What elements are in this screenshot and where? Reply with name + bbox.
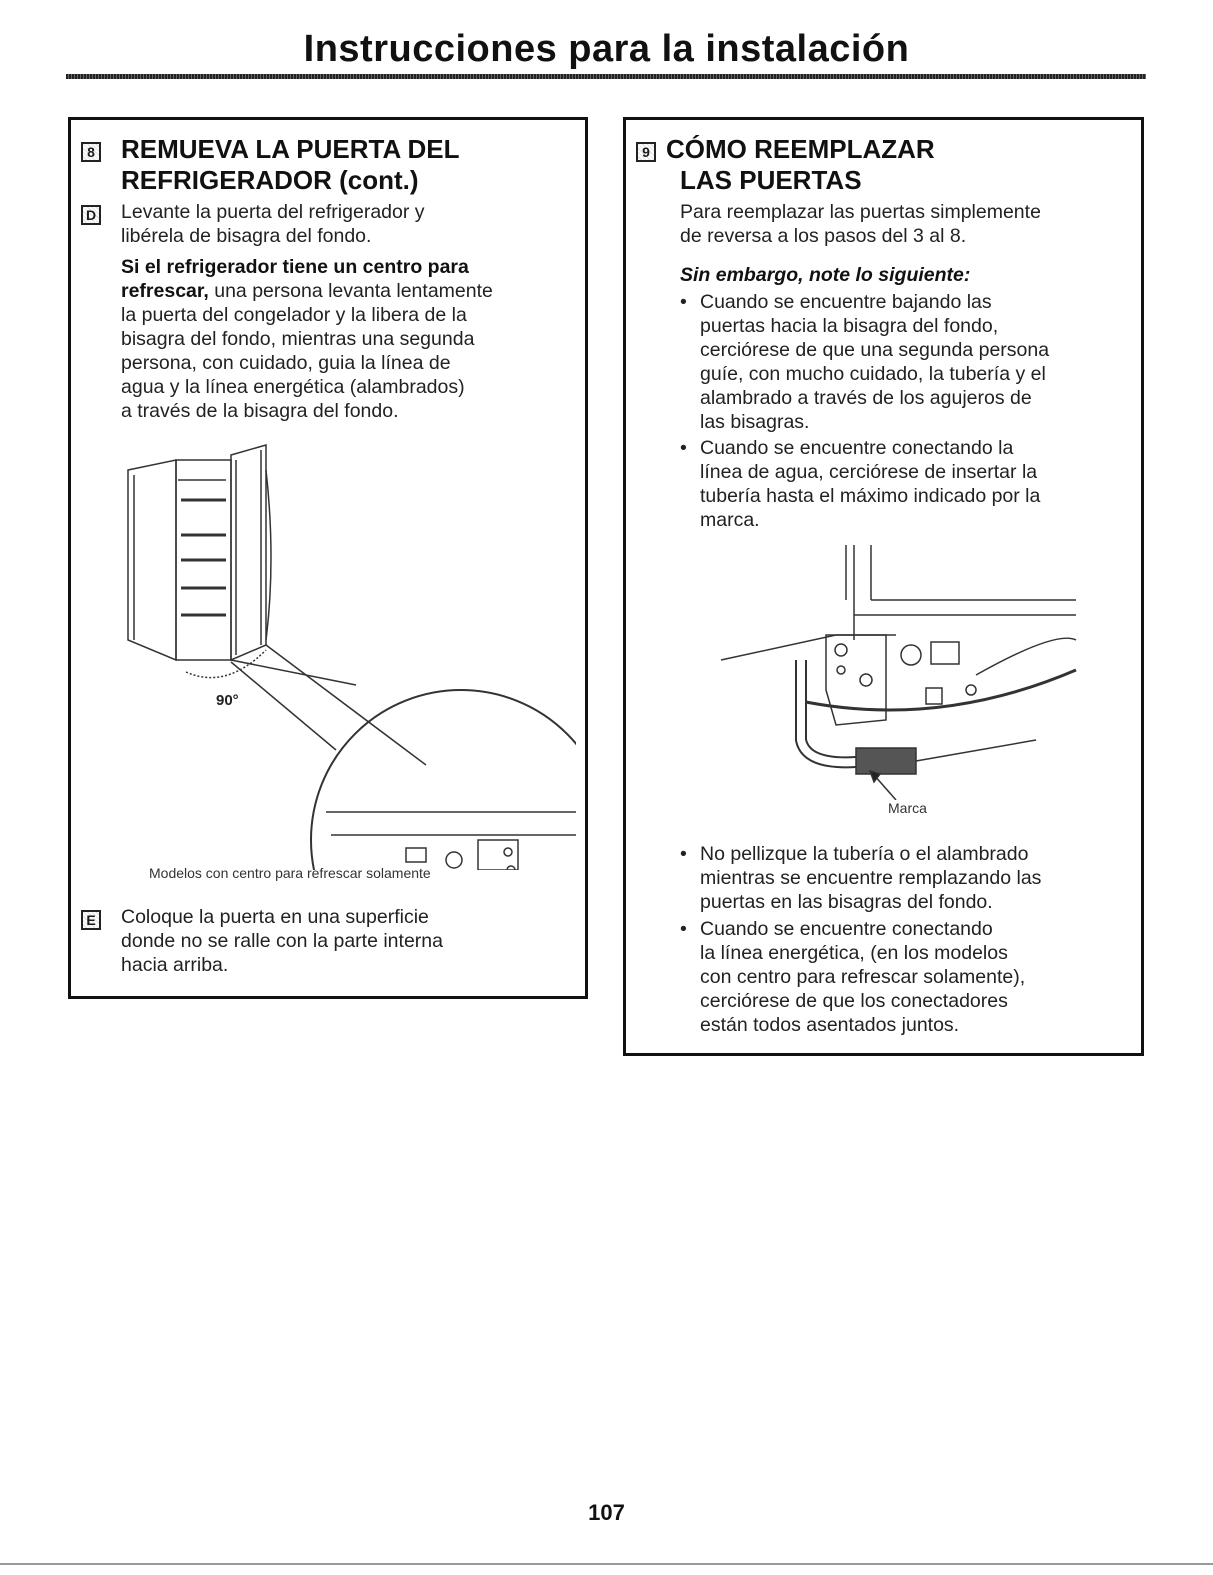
bullet-1-line-6: las bisagras. bbox=[700, 411, 810, 433]
note-line-3: la puerta del congelador y la libera de la bbox=[121, 304, 467, 326]
marca-label: Marca bbox=[888, 800, 927, 816]
note-line-2 bbox=[121, 279, 493, 303]
bullet-1-line-2: puertas hacia la bisagra del fondo, bbox=[700, 315, 999, 337]
note-bold-refrescar: refrescar, bbox=[121, 280, 209, 302]
title-divider bbox=[66, 74, 1146, 79]
step-d-text-2: libérela de bisagra del fondo. bbox=[121, 225, 372, 247]
intro-line-2: de reversa a los pasos del 3 al 8. bbox=[680, 225, 967, 247]
bullet-4-line-3: con centro para refrescar solamente), bbox=[700, 966, 1026, 988]
bullet-4-line-2: la línea energética, (en los modelos bbox=[700, 942, 1008, 964]
step-e-badge: E bbox=[81, 910, 101, 930]
note-heading: Sin embargo, note lo siguiente: bbox=[680, 264, 971, 286]
figure-caption: Modelos con centro para refrescar solamente bbox=[149, 865, 431, 881]
bullet-dot: • bbox=[680, 291, 687, 313]
bullet-3-line-2: mientras se encuentre remplazando las bbox=[700, 867, 1042, 889]
bullet-dot: • bbox=[680, 843, 687, 865]
section-heading-line1: CÓMO REEMPLAZAR bbox=[666, 134, 935, 164]
bullet-3 bbox=[680, 842, 1042, 914]
bullet-1-line-5: alambrado a través de los agujeros de bbox=[700, 387, 1032, 409]
bullet-1-line-3: cerciórese de que una segunda persona bbox=[700, 339, 1050, 361]
step-e-text-2: donde no se ralle con la parte interna bbox=[121, 930, 443, 952]
bullet-2-line-1: Cuando se encuentre conectando la bbox=[700, 437, 1014, 459]
bullet-4-line-5: están todos asentados juntos. bbox=[700, 1014, 960, 1036]
page-title: Instrucciones para la instalación bbox=[303, 28, 910, 70]
bullet-4-line-1: Cuando se encuentre conectando bbox=[700, 918, 993, 940]
bullet-2-line-3: tubería hasta el máximo indicado por la bbox=[700, 485, 1041, 507]
note-bold-lead: Si el refrigerador tiene un centro para bbox=[121, 256, 469, 278]
bullet-3-line-3: puertas en las bisagras del fondo. bbox=[700, 891, 993, 913]
note-line-5: persona, con cuidado, guia la línea de bbox=[121, 352, 451, 374]
bullet-2-line-4: marca. bbox=[700, 509, 760, 531]
step-d-text-1: Levante la puerta del refrigerador y bbox=[121, 201, 425, 223]
bullet-1-line-1: Cuando se encuentre bajando las bbox=[700, 291, 992, 313]
bottom-divider bbox=[0, 1563, 1213, 1565]
note-line-4: bisagra del fondo, mientras una segunda bbox=[121, 328, 475, 350]
intro-line-1: Para reemplazar las puertas simplemente bbox=[680, 201, 1041, 223]
bullet-2 bbox=[680, 436, 1041, 532]
bullet-1 bbox=[680, 290, 1050, 434]
bullet-1-line-4: guíe, con mucho cuidado, la tubería y el bbox=[700, 363, 1046, 385]
step-e-text-3: hacia arriba. bbox=[121, 954, 229, 976]
section-heading-line2: LAS PUERTAS bbox=[680, 165, 862, 195]
section-heading-line2: REFRIGERADOR (cont.) bbox=[121, 165, 419, 195]
step-e-text-1: Coloque la puerta en una superficie bbox=[121, 906, 429, 928]
bullet-4-line-4: cerciórese de que los conectadores bbox=[700, 990, 1008, 1012]
bullet-dot: • bbox=[680, 437, 687, 459]
note-line-2-rest: una persona levanta lentamente bbox=[208, 280, 493, 302]
bullet-2-line-2: línea de agua, cerciórese de insertar la bbox=[700, 461, 1038, 483]
step-8-badge: 8 bbox=[81, 142, 101, 162]
note-line-7: a través de la bisagra del fondo. bbox=[121, 400, 399, 422]
page-number: 107 bbox=[588, 1500, 625, 1525]
water-line-illustration bbox=[716, 540, 1086, 800]
bullet-dot: • bbox=[680, 918, 687, 940]
section-heading-line1: REMUEVA LA PUERTA DEL bbox=[121, 134, 460, 164]
step-9-badge: 9 bbox=[636, 142, 656, 162]
refrigerator-door-illustration bbox=[116, 440, 576, 870]
step-d-badge: D bbox=[81, 205, 101, 225]
bullet-3-line-1: No pellizque la tubería o el alambrado bbox=[700, 843, 1029, 865]
note-line-1 bbox=[121, 255, 469, 279]
section-remove-door bbox=[68, 117, 588, 999]
angle-label: 90° bbox=[216, 692, 239, 709]
note-line-6: agua y la línea energética (alambrados) bbox=[121, 376, 465, 398]
bullet-4 bbox=[680, 917, 1026, 1037]
section-replace-doors bbox=[623, 117, 1144, 1056]
